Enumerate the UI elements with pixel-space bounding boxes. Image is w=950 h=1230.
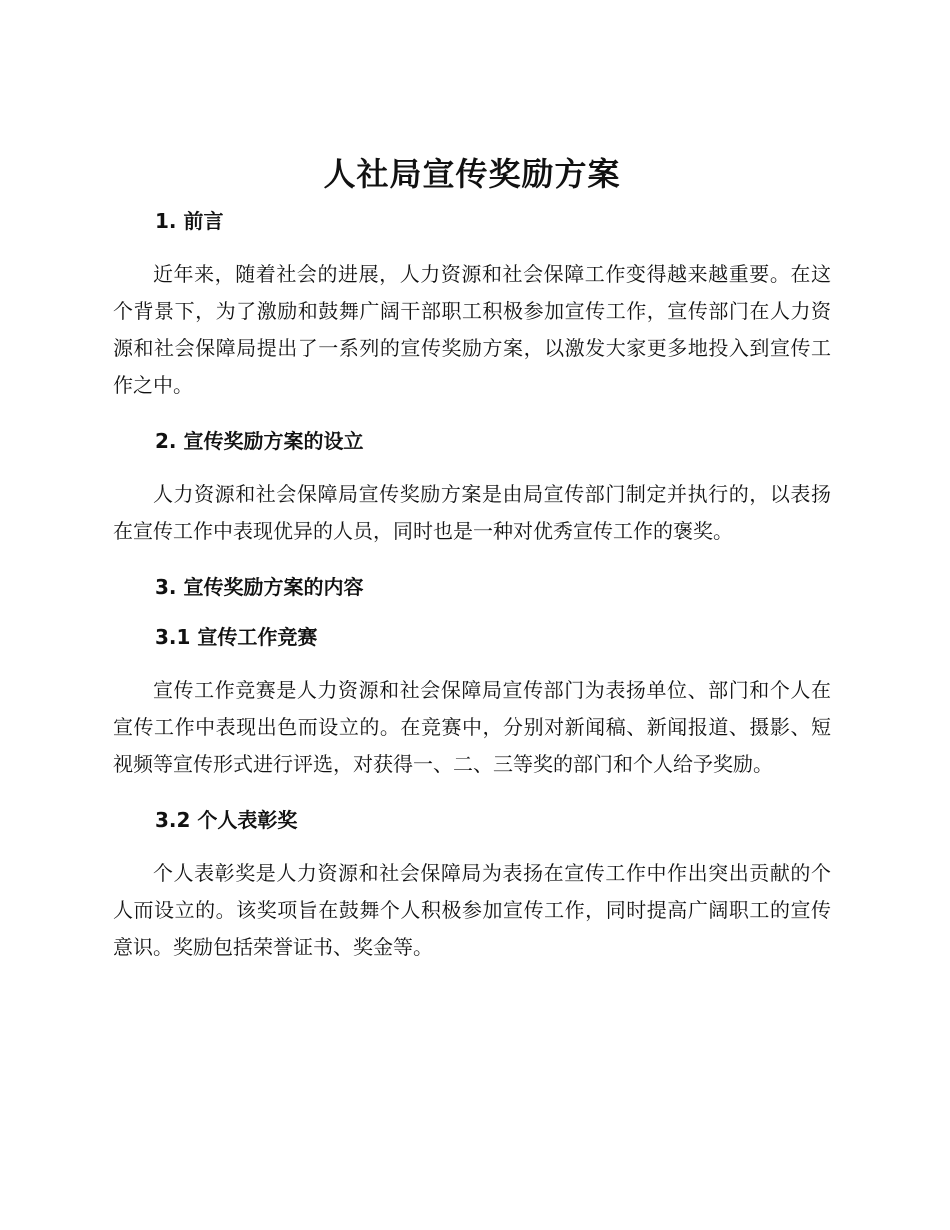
- section-paragraph-individual-award: 个人表彰奖是人力资源和社会保障局为表扬在宣传工作中作出突出贡献的个人而设立的。该奖项旨在鼓舞个人积极参加宣传工作，同时提高广阔职工的宣传意识。奖励包括荣誉证书、奖金等。: [113, 861, 831, 959]
- section-heading-competition: 3.1 宣传工作竞赛: [155, 625, 318, 649]
- section-paragraph-competition: 宣传工作竞赛是人力资源和社会保障局宣传部门为表扬单位、部门和个人在宣传工作中表现出色而设立的。在竞赛中，分别对新闻稿、新闻报道、摄影、短视频等宣传形式进行评选，对获得一、二、三等奖的部门和个人给予奖励。: [113, 678, 831, 776]
- document-body: [113, 150, 831, 966]
- section-paragraph-establishment: 人力资源和社会保障局宣传奖励方案是由局宣传部门制定并执行的，以表扬在宣传工作中表现优异的人员，同时也是一种对优秀宣传工作的褒奖。: [113, 482, 831, 543]
- section-heading-preface: 1. 前言: [155, 209, 224, 233]
- section-paragraph-preface: 近年来，随着社会的进展，人力资源和社会保障工作变得越来越重要。在这个背景下，为了激励和鼓舞广阔干部职工积极参加宣传工作，宣传部门在人力资源和社会保障局提出了一系列的宣传奖励方案，以激发大家更多地投入到宣传工作之中。: [113, 262, 831, 397]
- document-title: 人社局宣传奖励方案: [323, 155, 621, 193]
- section-heading-individual-award: 3.2 个人表彰奖: [155, 808, 298, 832]
- section-heading-establishment: 2. 宣传奖励方案的设立: [155, 429, 364, 453]
- section-heading-content: 3. 宣传奖励方案的内容: [155, 575, 364, 599]
